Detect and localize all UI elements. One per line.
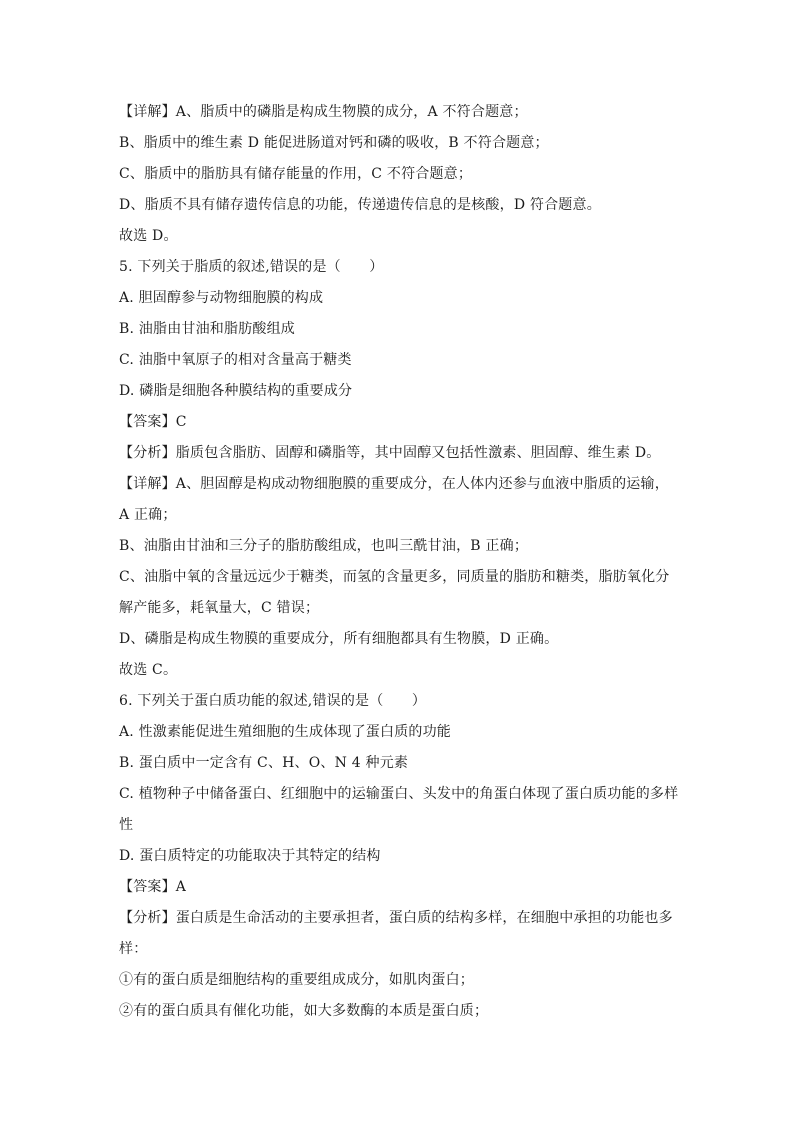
question-5-option-c: C. 油脂中氧原子的相对含量高于糖类 (119, 352, 352, 368)
question-6-analysis-cont: 样： (119, 941, 148, 957)
question-6-option-a: A. 性激素能促进生殖细胞的生成体现了蛋白质的功能 (119, 724, 452, 740)
detail-a-line: 【详解】A、脂质中的磷脂是构成生物膜的成分，A 不符合题意； (119, 104, 528, 120)
question-6-point-2: ②有的蛋白质具有催化功能，如大多数酶的本质是蛋白质； (119, 1003, 489, 1019)
question-5-detail-c-cont: 解产能多，耗氧量大，C 错误； (119, 600, 320, 616)
detail-b-line: B、脂质中的维生素 D 能促进肠道对钙和磷的吸收，B 不符合题意； (119, 135, 549, 151)
detail-d-line: D、脂质不具有储存遗传信息的功能，传递遗传信息的是核酸，D 符合题意。 (119, 197, 601, 213)
question-5-detail-a: 【详解】A、胆固醇是构成动物细胞膜的重要成分，在人体内还参与血液中脂质的运输， (119, 476, 669, 492)
question-6-option-b: B. 蛋白质中一定含有 C、H、O、N 4 种元素 (119, 755, 409, 771)
question-6-analysis: 【分析】蛋白质是生命活动的主要承担者，蛋白质的结构多样，在细胞中承担的功能也多 (119, 910, 673, 926)
question-5-detail-a-cont: A 正确； (119, 507, 177, 523)
question-5-conclusion: 故选 C。 (119, 662, 178, 678)
question-5-detail-d: D、磷脂是构成生物膜的重要成分，所有细胞都具有生物膜，D 正确。 (119, 631, 559, 647)
question-5-option-d: D. 磷脂是细胞各种膜结构的重要成分 (119, 383, 353, 399)
question-6-point-1: ①有的蛋白质是细胞结构的重要组成成分，如肌肉蛋白； (119, 972, 474, 988)
question-5-answer: 【答案】C (119, 414, 187, 430)
question-6-option-c-cont: 性 (119, 817, 134, 833)
question-5-option-b: B. 油脂由甘油和脂肪酸组成 (119, 321, 295, 337)
choice-conclusion: 故选 D。 (119, 228, 178, 244)
question-6-answer: 【答案】A (119, 879, 187, 895)
question-6-stem: 6. 下列关于蛋白质功能的叙述,错误的是（ ） (119, 693, 427, 709)
question-5-detail-b: B、油脂由甘油和三分子的脂肪酸组成，也叫三酰甘油，B 正确； (119, 538, 529, 554)
question-5-stem: 5. 下列关于脂质的叙述,错误的是（ ） (119, 259, 384, 275)
question-6-option-c: C. 植物种子中储备蛋白、红细胞中的运输蛋白、头发中的角蛋白体现了蛋白质功能的多样 (119, 786, 679, 802)
question-5-detail-c: C、油脂中氧的含量远远少于糖类，而氢的含量更多，同质量的脂肪和糖类，脂肪氧化分 (119, 569, 670, 585)
detail-c-line: C、脂质中的脂肪具有储存能量的作用，C 不符合题意； (119, 166, 473, 182)
question-6-option-d: D. 蛋白质特定的功能取决于其特定的结构 (119, 848, 381, 864)
document-page (119, 97, 679, 1027)
question-5-option-a: A. 胆固醇参与动物细胞膜的构成 (119, 290, 324, 306)
question-5-analysis: 【分析】脂质包含脂肪、固醇和磷脂等，其中固醇又包括性激素、胆固醇、维生素 D。 (119, 445, 661, 461)
